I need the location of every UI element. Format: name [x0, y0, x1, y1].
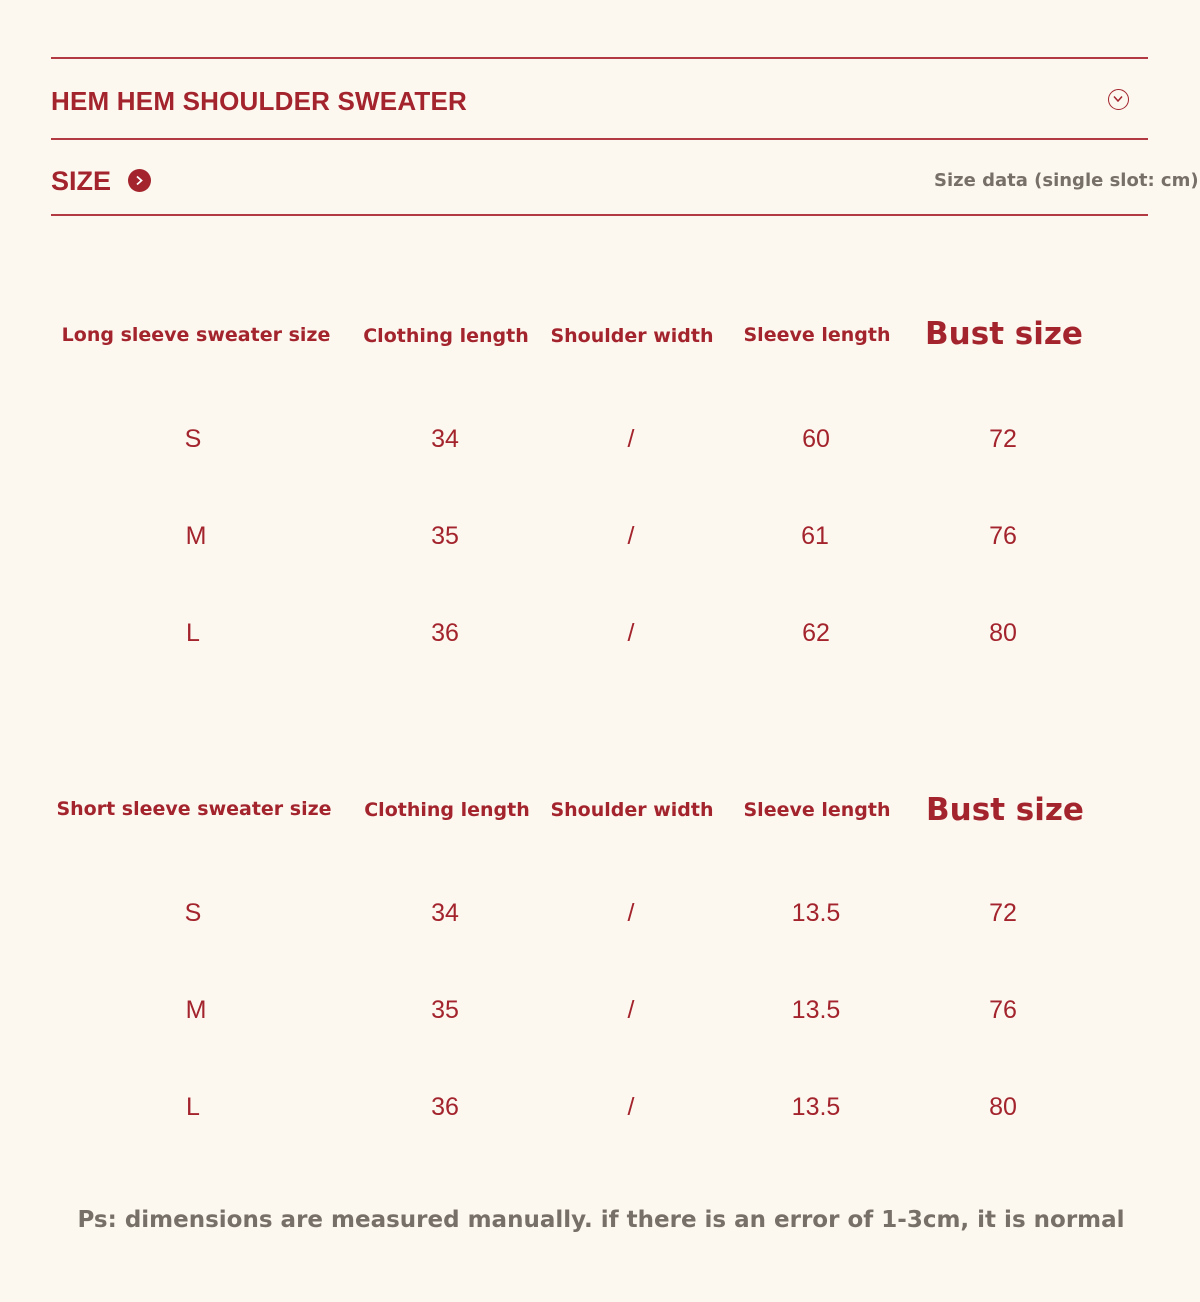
cell-sleeve-length: 60 — [802, 425, 830, 453]
header-sleeve-length: Sleeve length — [743, 324, 891, 346]
cell-shoulder-width: / — [627, 619, 635, 647]
header-clothing-length: Clothing length — [364, 799, 530, 821]
expand-toggle-button[interactable] — [1108, 89, 1129, 110]
cell-sleeve-length: 61 — [801, 522, 829, 550]
cell-clothing-length: 34 — [431, 425, 459, 453]
top-divider — [51, 57, 1148, 59]
header-shoulder-width: Shoulder width — [550, 799, 714, 821]
cell-clothing-length: 35 — [431, 996, 459, 1024]
cell-sleeve-length: 62 — [802, 619, 830, 647]
header-sleeve-length: Sleeve length — [743, 799, 891, 821]
header-size: Long sleeve sweater size — [61, 324, 331, 346]
size-heading: SIZE — [51, 166, 112, 196]
measurement-footnote: Ps: dimensions are measured manually. if there is an error of 1-3cm, it is normal — [77, 1207, 1125, 1233]
cell-bust-size: 80 — [989, 619, 1017, 647]
cell-sleeve-length: 13.5 — [791, 996, 841, 1024]
title-divider — [51, 138, 1148, 140]
cell-size: S — [184, 425, 202, 453]
cell-bust-size: 72 — [989, 899, 1017, 927]
size-arrow-button[interactable] — [128, 169, 151, 192]
header-clothing-length: Clothing length — [363, 325, 529, 347]
cell-bust-size: 76 — [989, 996, 1017, 1024]
cell-size: L — [186, 1093, 200, 1121]
cell-bust-size: 80 — [989, 1093, 1017, 1121]
cell-sleeve-length: 13.5 — [791, 899, 841, 927]
cell-sleeve-length: 13.5 — [791, 1093, 841, 1121]
cell-size: S — [184, 899, 202, 927]
cell-bust-size: 72 — [989, 425, 1017, 453]
cell-clothing-length: 35 — [431, 522, 459, 550]
cell-shoulder-width: / — [627, 425, 635, 453]
cell-bust-size: 76 — [989, 522, 1017, 550]
header-shoulder-width: Shoulder width — [550, 325, 714, 347]
cell-shoulder-width: / — [627, 1093, 635, 1121]
header-bust-size: Bust size — [926, 792, 1084, 828]
cell-size: M — [185, 522, 207, 550]
cell-shoulder-width: / — [627, 522, 635, 550]
cell-shoulder-width: / — [627, 899, 635, 927]
cell-size: M — [185, 996, 207, 1024]
cell-shoulder-width: / — [627, 996, 635, 1024]
header-bust-size: Bust size — [925, 316, 1083, 352]
product-title: HEM HEM SHOULDER SWEATER — [51, 86, 467, 116]
unit-note: Size data (single slot: cm) — [934, 170, 1199, 191]
header-size: Short sleeve sweater size — [56, 798, 332, 820]
cell-clothing-length: 34 — [431, 899, 459, 927]
size-divider — [51, 214, 1148, 216]
cell-clothing-length: 36 — [431, 619, 459, 647]
cell-size: L — [186, 619, 200, 647]
cell-clothing-length: 36 — [431, 1093, 459, 1121]
